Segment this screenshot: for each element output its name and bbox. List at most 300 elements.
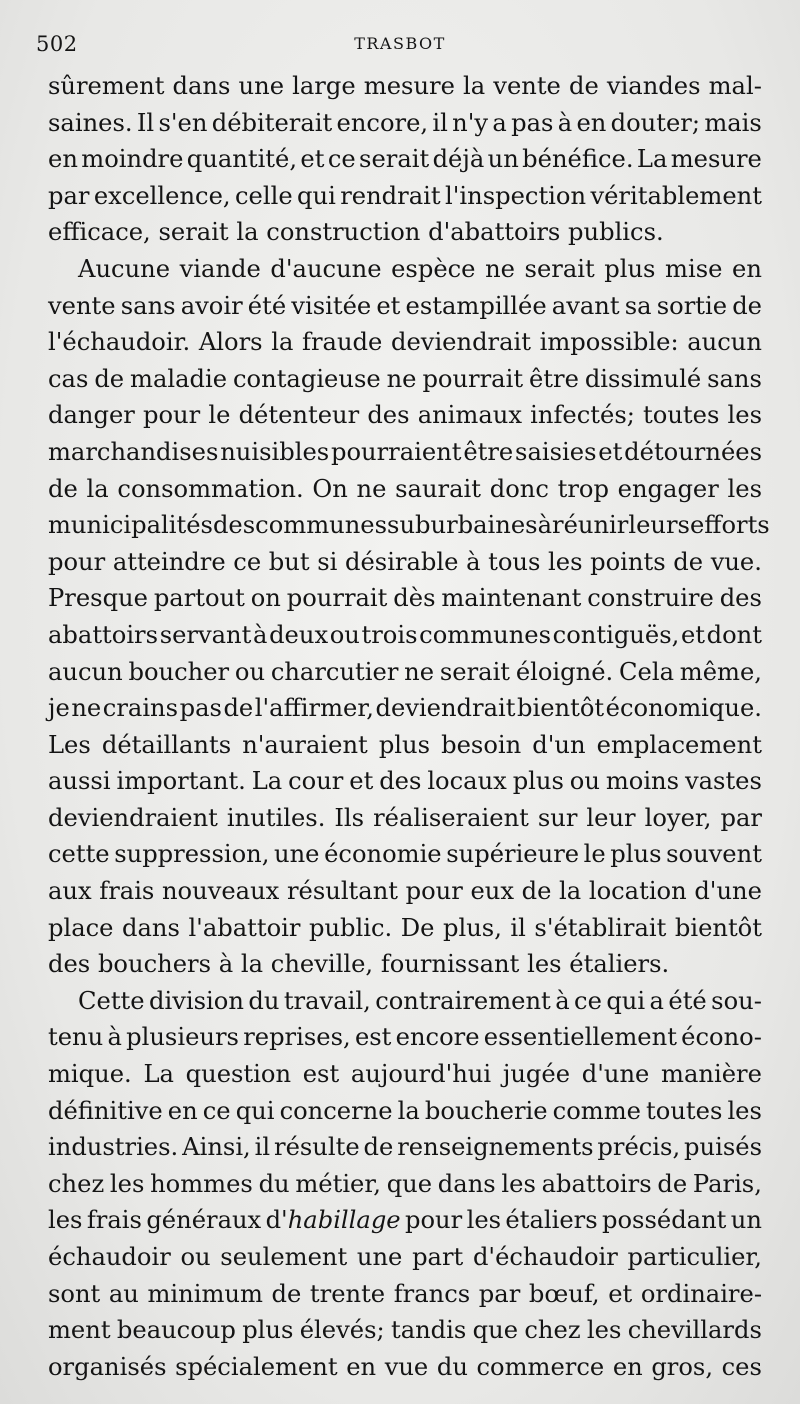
word: débiterait xyxy=(211,108,333,137)
word: métier, xyxy=(295,1169,381,1198)
word: de xyxy=(363,1133,394,1162)
word: ne xyxy=(404,657,435,686)
word: pour xyxy=(405,1206,463,1235)
word: ou xyxy=(329,620,360,649)
word: but xyxy=(268,547,310,576)
word: serait xyxy=(158,218,229,247)
word: généraux xyxy=(146,1206,262,1235)
word: viandes xyxy=(606,72,701,100)
word: dont xyxy=(706,620,762,649)
word: maintenant xyxy=(441,584,582,613)
word: vente xyxy=(493,72,561,100)
text-line xyxy=(48,288,762,325)
word: engager xyxy=(617,474,719,503)
text-line xyxy=(48,214,762,251)
word: écono- xyxy=(681,1023,762,1052)
word: détaillants xyxy=(101,730,232,759)
word: n'auraient xyxy=(242,730,368,759)
word: impossible: xyxy=(539,328,679,357)
word: étaliers. xyxy=(569,950,670,979)
word: les xyxy=(548,547,583,576)
word: résulte xyxy=(274,1133,360,1162)
word: particulier, xyxy=(627,1243,762,1271)
word: que xyxy=(472,1316,519,1345)
word: plus xyxy=(610,840,662,869)
text-line xyxy=(48,507,770,544)
word: Il xyxy=(136,108,155,137)
word: de xyxy=(223,694,254,723)
word: économique. xyxy=(605,694,762,723)
word: fournissant xyxy=(380,950,520,979)
word: l'inspection xyxy=(445,181,587,210)
word: important. xyxy=(116,767,246,796)
word: les xyxy=(727,1096,762,1125)
word: et xyxy=(608,1279,633,1308)
word: marchandises xyxy=(48,437,219,466)
word: a xyxy=(492,108,507,137)
word: Presque xyxy=(48,584,148,613)
word: des xyxy=(48,950,91,979)
word: la xyxy=(463,72,486,100)
word: à xyxy=(537,511,553,540)
word: nuisibles xyxy=(220,437,330,466)
text-line xyxy=(48,1349,762,1386)
word: hommes xyxy=(150,1169,253,1198)
word: réunir xyxy=(552,511,629,540)
word: une xyxy=(274,840,320,869)
word: et xyxy=(680,620,705,649)
word: de xyxy=(657,1169,688,1198)
word: infectés; xyxy=(530,401,635,430)
word: publics. xyxy=(568,218,664,247)
word: plus xyxy=(378,730,431,759)
word: ne xyxy=(386,364,417,393)
word: tenu xyxy=(48,1023,104,1052)
word: industries. xyxy=(48,1133,179,1162)
word: ce xyxy=(202,1096,231,1125)
word: dès xyxy=(393,584,436,613)
word: cheville, xyxy=(270,950,374,979)
word: moindre xyxy=(81,145,184,174)
word: mesure xyxy=(670,145,762,174)
word: serait xyxy=(359,145,430,174)
word: construire xyxy=(587,584,714,613)
word: ne xyxy=(485,254,515,283)
word: être xyxy=(463,437,514,466)
word: Alors xyxy=(198,328,263,357)
word: trop xyxy=(557,474,609,503)
text-line xyxy=(48,1239,762,1276)
word: serait xyxy=(439,657,511,686)
word: crains xyxy=(102,694,179,723)
word: toutes xyxy=(646,1096,723,1125)
word: par xyxy=(478,1279,521,1308)
word: en xyxy=(346,1352,377,1381)
word: espèce xyxy=(391,254,476,283)
word: du xyxy=(258,1169,290,1198)
word: éloigné. xyxy=(515,657,614,686)
word: contrairement xyxy=(375,986,551,1015)
word: à xyxy=(466,547,481,576)
word: minimum xyxy=(147,1279,263,1308)
text-line xyxy=(48,1276,762,1313)
word: Paris, xyxy=(692,1169,762,1198)
word: quantité, xyxy=(186,145,298,174)
word: ne xyxy=(71,694,102,723)
word: communes xyxy=(255,511,388,540)
word: Ils xyxy=(334,803,365,832)
word: sans xyxy=(707,364,762,393)
text-line xyxy=(48,873,762,910)
word: mise xyxy=(665,254,723,283)
word: les xyxy=(109,1169,145,1198)
word: détenteur xyxy=(238,401,360,430)
word: de xyxy=(48,474,78,503)
text-line xyxy=(48,1202,762,1239)
word: division xyxy=(149,986,244,1015)
word: moins xyxy=(605,767,680,796)
text-line xyxy=(48,983,762,1020)
word: d'échaudoir xyxy=(472,1243,618,1271)
word: supérieure xyxy=(446,840,580,869)
word: gros, xyxy=(651,1352,714,1381)
word: aucun xyxy=(48,657,123,686)
word: d'habillage xyxy=(265,1206,401,1235)
word: l'affirmer, xyxy=(254,694,374,723)
word: maladie xyxy=(130,364,228,393)
word: à xyxy=(107,1023,122,1052)
word: ou xyxy=(180,1243,211,1271)
word: le xyxy=(583,840,606,869)
word: efficace, xyxy=(48,218,151,247)
word: celle xyxy=(234,181,293,210)
word: étaliers xyxy=(505,1206,598,1235)
word: frais xyxy=(86,1206,142,1235)
word: Les xyxy=(48,730,91,759)
word: abattoirs xyxy=(48,620,159,649)
word: en xyxy=(576,108,607,137)
word: ce xyxy=(233,547,262,576)
word: encore, xyxy=(336,108,429,137)
word: abattoirs xyxy=(541,1169,652,1198)
word: les xyxy=(527,950,562,979)
text-line xyxy=(48,1093,762,1130)
word: la xyxy=(240,950,264,979)
word: place xyxy=(48,913,114,942)
word: Cette xyxy=(78,986,145,1015)
word: travail, xyxy=(283,986,371,1015)
word: ou xyxy=(569,767,600,796)
text-line xyxy=(48,617,762,654)
word: la xyxy=(271,328,294,357)
word: De xyxy=(400,913,435,942)
word: été xyxy=(247,291,287,320)
word: partout xyxy=(153,584,245,613)
word: estampillée xyxy=(405,291,547,320)
word: boucherie xyxy=(424,1096,548,1125)
word: nouveaux xyxy=(161,877,280,906)
word: que xyxy=(386,1169,433,1198)
word: avoir xyxy=(180,291,243,320)
word: qui xyxy=(235,1096,275,1125)
word: réaliseraient xyxy=(373,803,529,832)
body-text xyxy=(48,68,770,1385)
word: sou- xyxy=(711,986,762,1015)
text-line xyxy=(48,324,762,361)
word: trente xyxy=(309,1279,386,1308)
word: plusieurs xyxy=(126,1023,239,1052)
word: la xyxy=(397,1096,420,1125)
word: par xyxy=(720,803,762,832)
word: cour xyxy=(288,767,344,796)
word: sur xyxy=(537,803,578,832)
word: sa xyxy=(624,291,652,320)
word: loyer, xyxy=(644,803,712,832)
word: toutes xyxy=(643,401,720,430)
word: un xyxy=(730,1206,762,1235)
word: souvent xyxy=(666,840,762,869)
text-line xyxy=(48,397,762,434)
word: sans xyxy=(120,291,176,320)
word: possédant xyxy=(602,1206,727,1235)
word: chez xyxy=(48,1169,105,1198)
word: ordinaire- xyxy=(640,1279,762,1308)
word: Aucune xyxy=(78,254,171,283)
word: tous xyxy=(488,547,541,576)
word: La xyxy=(143,1060,174,1089)
word: les xyxy=(466,1206,502,1235)
text-line xyxy=(48,1019,762,1056)
word: du xyxy=(248,986,280,1015)
word: à xyxy=(555,986,570,1015)
page-header xyxy=(36,32,764,62)
word: plus xyxy=(512,767,564,796)
word: ces xyxy=(721,1352,762,1381)
text-line xyxy=(48,1056,762,1093)
word: frais xyxy=(99,877,155,906)
word: manière xyxy=(661,1060,762,1089)
word: je xyxy=(48,694,70,723)
word: en xyxy=(48,145,78,174)
text-line xyxy=(48,800,762,837)
word: serait xyxy=(524,254,595,283)
word: La xyxy=(251,767,283,796)
word: tandis xyxy=(390,1316,467,1345)
word: La xyxy=(636,145,668,174)
word: aussi xyxy=(48,767,111,796)
word: mesure xyxy=(363,72,455,100)
word: du xyxy=(436,1352,468,1381)
page-number: 502 xyxy=(36,32,78,56)
word: des xyxy=(367,401,410,430)
word: cas xyxy=(48,364,89,393)
word: communes xyxy=(419,620,552,649)
word: viande xyxy=(179,254,261,283)
word: vente xyxy=(48,291,116,320)
word: ce xyxy=(327,145,356,174)
word: en xyxy=(167,1096,198,1125)
word: par xyxy=(48,181,90,210)
text-line xyxy=(48,1129,762,1166)
word: en xyxy=(732,254,762,283)
word: besoin xyxy=(441,730,522,759)
word: renseignements xyxy=(397,1133,594,1162)
text-line xyxy=(48,727,762,764)
word: servant xyxy=(159,620,252,649)
word: pour xyxy=(48,547,106,576)
text-line xyxy=(48,251,762,288)
word: Ainsi, xyxy=(182,1133,251,1162)
word: danger xyxy=(48,401,135,430)
word: saisies xyxy=(515,437,597,466)
text-line xyxy=(48,544,762,581)
word: de xyxy=(568,72,599,100)
word: suppression, xyxy=(114,840,270,869)
word: de xyxy=(94,364,125,393)
word: commerce xyxy=(476,1352,605,1381)
text-line xyxy=(48,690,762,727)
word: bœuf, xyxy=(528,1279,600,1308)
text-line xyxy=(48,105,762,142)
word: emplacement xyxy=(596,730,762,759)
word: la xyxy=(559,877,582,906)
word: pas xyxy=(511,108,554,137)
word: les xyxy=(586,1316,622,1345)
word: concerne xyxy=(279,1096,393,1125)
word: locaux xyxy=(427,767,507,796)
word: désirable xyxy=(344,547,459,576)
text-line xyxy=(48,836,762,873)
text-line xyxy=(48,910,762,947)
word: économie xyxy=(324,840,442,869)
word: les xyxy=(727,474,762,503)
word: location xyxy=(588,877,687,906)
word: de xyxy=(271,1279,302,1308)
word: précis, xyxy=(597,1133,681,1162)
word: a xyxy=(649,986,664,1015)
word: aucun xyxy=(687,328,762,357)
word: plus xyxy=(604,254,656,283)
word: une xyxy=(238,72,285,100)
word: dissimulé xyxy=(584,364,702,393)
word: bientôt xyxy=(517,694,605,723)
word: résultant xyxy=(286,877,398,906)
word: essentiellement xyxy=(483,1023,677,1052)
text-line xyxy=(48,68,762,105)
word: de xyxy=(521,877,552,906)
word: pourraient xyxy=(331,437,462,466)
word: l'échaudoir. xyxy=(48,328,191,357)
word: question xyxy=(185,1060,292,1089)
word: saines. xyxy=(48,108,133,137)
word: d'abattoirs xyxy=(428,218,561,247)
word: excellence, xyxy=(93,181,231,210)
word: pour xyxy=(143,401,201,430)
word: pas xyxy=(179,694,222,723)
word: définitive xyxy=(48,1096,163,1125)
word: douter; xyxy=(610,108,701,137)
word: mais xyxy=(704,108,762,137)
word: vastes xyxy=(684,767,762,796)
word: qui xyxy=(297,181,336,210)
word: municipalités xyxy=(48,511,213,540)
word: détournées xyxy=(624,437,762,466)
word: beaucoup xyxy=(116,1316,236,1345)
word: échaudoir xyxy=(48,1243,171,1271)
word: il xyxy=(254,1133,271,1162)
word: deux xyxy=(269,620,329,649)
word: il xyxy=(510,913,526,942)
word: la xyxy=(236,218,259,247)
word: véritablement xyxy=(590,181,762,210)
word: puisés xyxy=(684,1133,762,1162)
word: aux xyxy=(48,877,92,906)
word: bénéfice. xyxy=(522,145,634,174)
word: d'une xyxy=(581,1060,650,1089)
word: efforts xyxy=(689,511,770,540)
word: avant xyxy=(551,291,620,320)
word: s'établirait xyxy=(534,913,667,942)
word: trois xyxy=(361,620,418,649)
word: et xyxy=(376,291,401,320)
word: il xyxy=(432,108,448,137)
word: des xyxy=(212,511,256,540)
word: dans xyxy=(437,1169,496,1198)
word: cette xyxy=(48,840,110,869)
word: pour xyxy=(405,877,463,906)
text-line xyxy=(48,471,762,508)
word: ce xyxy=(574,986,602,1015)
text-line xyxy=(48,178,762,215)
word: plus, xyxy=(442,913,502,942)
word: si xyxy=(317,547,338,576)
text-line xyxy=(48,763,762,800)
word: le xyxy=(208,401,231,430)
word: public. xyxy=(308,913,393,942)
word: atteindre xyxy=(112,547,226,576)
word: les xyxy=(501,1169,536,1198)
word: charcutier xyxy=(270,657,399,686)
word: dans xyxy=(172,72,231,100)
word: suburbaines xyxy=(387,511,538,540)
word: ment xyxy=(48,1316,111,1345)
text-line xyxy=(48,434,762,471)
word: plus xyxy=(242,1316,294,1345)
word: bientôt xyxy=(674,913,762,942)
word: de xyxy=(732,291,762,320)
word: vue. xyxy=(710,547,762,576)
word: de xyxy=(673,547,704,576)
word: pourrait xyxy=(286,584,388,613)
running-title: TRASBOT xyxy=(354,34,446,53)
word: reprises, xyxy=(243,1023,351,1052)
text-line xyxy=(48,580,762,617)
word: visitée xyxy=(291,291,372,320)
word: et xyxy=(598,437,623,466)
word: donc xyxy=(489,474,549,503)
word: au xyxy=(108,1279,139,1308)
word: des xyxy=(719,584,762,613)
word: On xyxy=(312,474,348,503)
word: l'abattoir xyxy=(188,913,301,942)
word: les xyxy=(48,1206,83,1235)
word: inutiles. xyxy=(226,803,326,832)
word: seulement xyxy=(220,1243,348,1271)
word: une xyxy=(356,1243,403,1271)
word: s'en xyxy=(158,108,208,137)
word: même, xyxy=(679,657,762,686)
word: sûrement xyxy=(48,72,165,100)
